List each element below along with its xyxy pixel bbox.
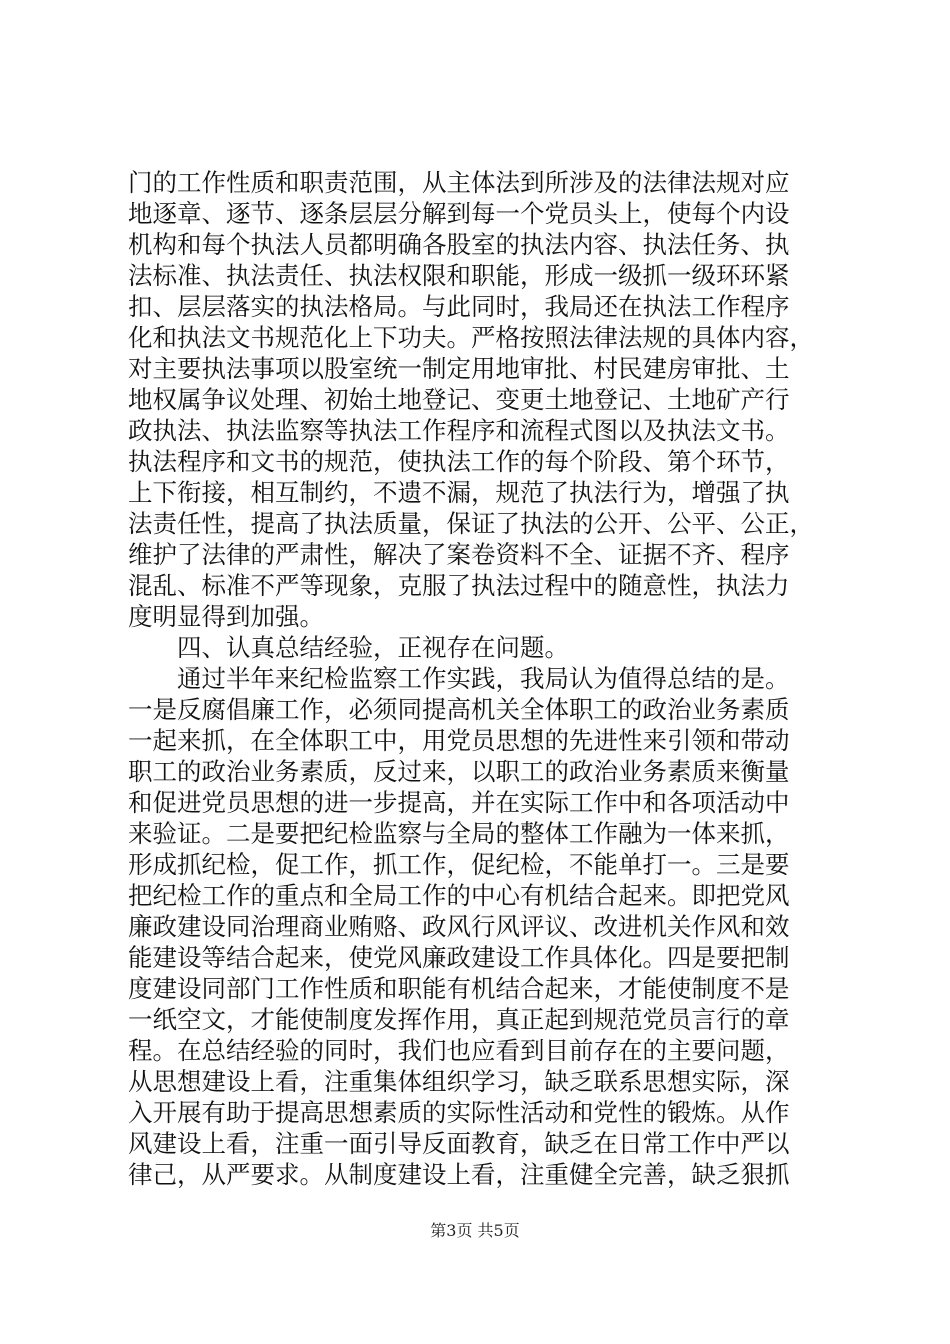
text-line: 法责任性，提高了执法质量，保证了执法的公开、公平、公正， bbox=[128, 509, 814, 538]
text-line: 来验证。二是要把纪检监察与全局的整体工作融为一体来抓， bbox=[128, 819, 790, 848]
text-line: 一起来抓，在全体职工中，用党员思想的先进性来引领和带动 bbox=[128, 726, 790, 755]
text-line: 一纸空文，才能使制度发挥作用，真正起到规范党员言行的章 bbox=[128, 1005, 790, 1034]
text-line: 上下衔接，相互制约，不遗不漏，规范了执法行为，增强了执 bbox=[128, 478, 790, 507]
text-line: 程。在总结经验的同时，我们也应看到目前存在的主要问题， bbox=[128, 1036, 790, 1065]
text-line: 地逐章、逐节、逐条层层分解到每一个党员头上，使每个内设 bbox=[128, 199, 790, 228]
text-line: 法标准、执法责任、执法权限和职能，形成一级抓一级环环紧 bbox=[128, 261, 790, 290]
text-line: 能建设等结合起来，使党风廉政建设工作具体化。四是要把制 bbox=[128, 943, 790, 972]
text-line: 维护了法律的严肃性，解决了案卷资料不全、证据不齐、程序 bbox=[128, 540, 790, 569]
text-line: 机构和每个执法人员都明确各股室的执法内容、执法任务、执 bbox=[128, 230, 790, 259]
text-line: 把纪检工作的重点和全局工作的中心有机结合起来。即把党风 bbox=[128, 881, 790, 910]
text-line: 形成抓纪检，促工作，抓工作，促纪检，不能单打一。三是要 bbox=[128, 850, 790, 879]
text-line: 廉政建设同治理商业贿赂、政风行风评议、改进机关作风和效 bbox=[128, 912, 790, 941]
page-footer: 第3页 共5页 bbox=[430, 1221, 520, 1240]
text-line: 四、认真总结经验，正视存在问题。 bbox=[128, 633, 569, 662]
text-line: 化和执法文书规范化上下功夫。严格按照法律法规的具体内容， bbox=[128, 323, 814, 352]
text-line: 度建设同部门工作性质和职能有机结合起来，才能使制度不是 bbox=[128, 974, 790, 1003]
text-line: 从思想建设上看，注重集体组织学习，缺乏联系思想实际，深 bbox=[128, 1067, 790, 1096]
body-text bbox=[128, 167, 828, 1190]
text-line: 风建设上看，注重一面引导反面教育，缺乏在日常工作中严以 bbox=[128, 1129, 790, 1158]
text-line: 混乱、标准不严等现象，克服了执法过程中的随意性，执法力 bbox=[128, 571, 790, 600]
text-line: 度明显得到加强。 bbox=[128, 602, 324, 631]
text-line: 对主要执法事项以股室统一制定用地审批、村民建房审批、土 bbox=[128, 354, 790, 383]
text-line: 扣、层层落实的执法格局。与此同时，我局还在执法工作程序 bbox=[128, 292, 790, 321]
text-line: 执法程序和文书的规范，使执法工作的每个阶段、第个环节， bbox=[128, 447, 790, 476]
text-line: 职工的政治业务素质，反过来，以职工的政治业务素质来衡量 bbox=[128, 757, 790, 786]
text-line: 地权属争议处理、初始土地登记、变更土地登记、土地矿产行 bbox=[128, 385, 790, 414]
text-line: 入开展有助于提高思想素质的实际性活动和党性的锻炼。从作 bbox=[128, 1098, 790, 1127]
text-line: 通过半年来纪检监察工作实践，我局认为值得总结的是。 bbox=[128, 664, 790, 693]
text-line: 律己，从严要求。从制度建设上看，注重健全完善，缺乏狠抓 bbox=[128, 1160, 790, 1189]
text-line: 一是反腐倡廉工作，必须同提高机关全体职工的政治业务素质 bbox=[128, 695, 790, 724]
text-line: 政执法、执法监察等执法工作程序和流程式图以及执法文书。 bbox=[128, 416, 790, 445]
text-line: 门的工作性质和职责范围，从主体法到所涉及的法律法规对应 bbox=[128, 168, 790, 197]
text-line: 和促进党员思想的进一步提高，并在实际工作中和各项活动中 bbox=[128, 788, 790, 817]
